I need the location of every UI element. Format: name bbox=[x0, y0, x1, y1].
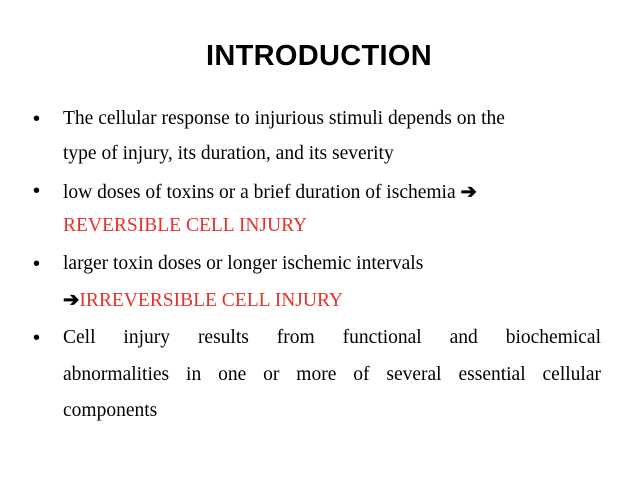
bullet-1-line-2: type of injury, its duration, and its severity bbox=[63, 143, 394, 164]
right-arrow-icon: ➔ bbox=[460, 182, 477, 203]
bullet-2-line-1 bbox=[63, 180, 477, 204]
right-arrow-icon: ➔ bbox=[63, 290, 80, 311]
bullet-3-line-2 bbox=[63, 288, 343, 312]
bullet-4-line-2: abnormalities in one or more of several essential cellular bbox=[63, 364, 601, 385]
bullet-1-line-1: The cellular response to injurious stimuli depends on the bbox=[63, 108, 505, 129]
bullet-dot: • bbox=[33, 253, 41, 275]
bullet-dot: • bbox=[33, 180, 41, 202]
irreversible-cell-injury-label: IRREVERSIBLE CELL INJURY bbox=[79, 290, 343, 311]
bullet-4-line-3: components bbox=[63, 400, 158, 421]
bullet-4-line-1: Cell injury results from functional and biochemical bbox=[63, 327, 601, 348]
bullet-3-line-1: larger toxin doses or longer ischemic intervals bbox=[63, 253, 424, 274]
bullet-dot: • bbox=[33, 108, 41, 130]
reversible-cell-injury-label: REVERSIBLE CELL INJURY bbox=[63, 215, 308, 236]
bullet-dot: • bbox=[33, 327, 41, 349]
bullet-2-text: low doses of toxins or a brief duration of ischemia bbox=[63, 182, 456, 203]
slide-title: INTRODUCTION bbox=[206, 40, 432, 72]
